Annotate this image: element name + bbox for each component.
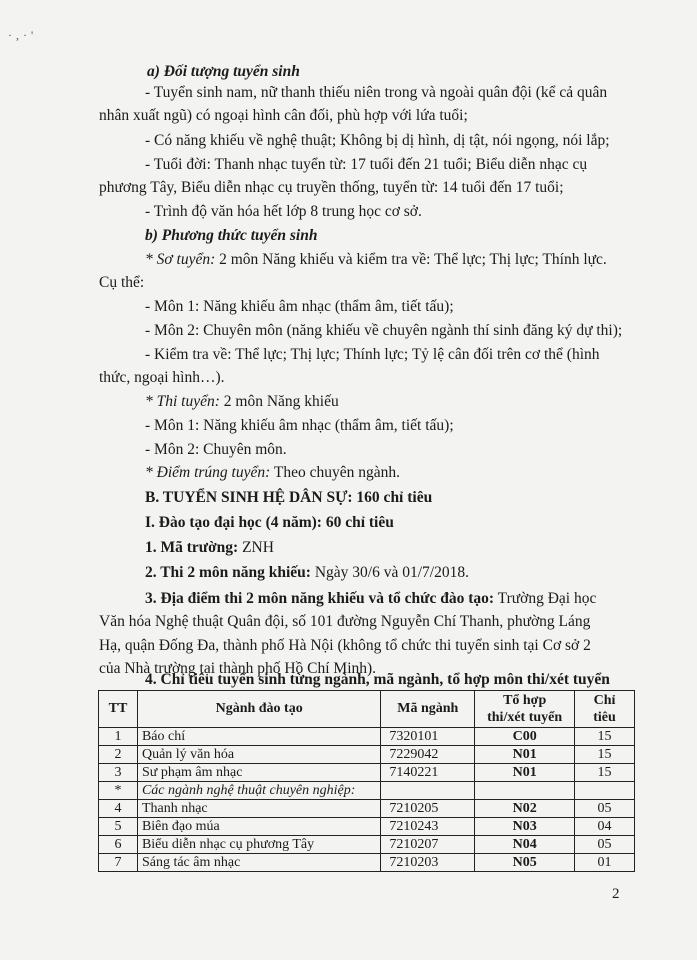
cell-chitieu: 01 bbox=[575, 854, 635, 872]
cell-tohop: N02 bbox=[475, 800, 575, 818]
item-2-text: Ngày 30/6 và 01/7/2018. bbox=[310, 564, 469, 581]
cell-ma: 7229042 bbox=[381, 746, 475, 764]
page-number: 2 bbox=[612, 886, 620, 902]
table-row bbox=[99, 800, 635, 818]
paragraph-line: thức, ngoại hình…). bbox=[99, 369, 225, 386]
cell-nganh: Sư phạm âm nhạc bbox=[137, 764, 380, 782]
cell-tohop: N04 bbox=[475, 836, 575, 854]
table-row bbox=[99, 746, 635, 764]
item-3-text: Trường Đại học bbox=[494, 590, 597, 607]
item-2 bbox=[145, 563, 469, 583]
cell-ma: 7140221 bbox=[381, 764, 475, 782]
section-B-heading: B. TUYỂN SINH HỆ DÂN SỰ: 160 chỉ tiêu bbox=[145, 489, 433, 506]
cell-ma: 7210243 bbox=[381, 818, 475, 836]
item-1-label: 1. Mã trường: bbox=[145, 539, 239, 556]
table-row bbox=[99, 818, 635, 836]
header-tohop-line1: Tổ hợp bbox=[503, 693, 547, 708]
header-nganh: Ngành đào tạo bbox=[137, 691, 380, 728]
header-chitieu-line1: Chỉ bbox=[593, 693, 616, 708]
item-3 bbox=[145, 589, 596, 609]
so-tuyen-text: 2 môn Năng khiếu và kiểm tra về: Thể lực; Thị lực; Thính lực. bbox=[215, 251, 607, 268]
diem-text: Theo chuyên ngành. bbox=[270, 464, 400, 481]
subsection-heading: I. Đào tạo đại học (4 năm): 60 chỉ tiêu bbox=[145, 514, 394, 531]
header-chitieu-line2: tiêu bbox=[593, 710, 616, 725]
table-header-row bbox=[99, 691, 635, 728]
paragraph-line: - Trình độ văn hóa hết lớp 8 trung học cơ sở. bbox=[145, 203, 422, 220]
cell-chitieu: 04 bbox=[575, 818, 635, 836]
paragraph-line: - Tuyển sinh nam, nữ thanh thiếu niên trong và ngoài quân đội (kể cả quân bbox=[145, 84, 608, 101]
table-row bbox=[99, 836, 635, 854]
table-row bbox=[99, 728, 635, 746]
cell-chitieu: 05 bbox=[575, 800, 635, 818]
cell-chitieu: 05 bbox=[575, 836, 635, 854]
cell-tt: 6 bbox=[99, 836, 138, 854]
diem-label: * Điểm trúng tuyển: bbox=[145, 464, 271, 481]
cell-tt: 7 bbox=[99, 854, 138, 872]
header-tt: TT bbox=[99, 691, 138, 728]
table-row bbox=[99, 854, 635, 872]
cell-nganh: Báo chí bbox=[137, 728, 380, 746]
section-a-heading: a) Đối tượng tuyển sinh bbox=[147, 63, 300, 80]
cell-chitieu: 15 bbox=[575, 764, 635, 782]
cell-tohop: N01 bbox=[475, 764, 575, 782]
item-1-text: ZNH bbox=[238, 539, 274, 556]
item-4-heading: 4. Chỉ tiêu tuyển sinh từng ngành, mã ngành, tổ hợp môn thi/xét tuyển bbox=[145, 671, 610, 688]
cell-ma: 7210205 bbox=[381, 800, 475, 818]
item-2-label: 2. Thi 2 môn năng khiếu: bbox=[145, 564, 311, 581]
paragraph-line: nhân xuất ngũ) có ngoại hình cân đối, phù hợp với lứa tuổi; bbox=[99, 107, 468, 124]
cell-tt: 1 bbox=[99, 728, 138, 746]
paragraph-line: - Môn 1: Năng khiếu âm nhạc (thẩm âm, tiết tấu); bbox=[145, 298, 454, 315]
cell-nganh: Biểu diễn nhạc cụ phương Tây bbox=[137, 836, 380, 854]
scan-marks: ·,·' bbox=[8, 28, 38, 42]
cell-chitieu: 15 bbox=[575, 728, 635, 746]
paragraph-line: - Môn 1: Năng khiếu âm nhạc (thẩm âm, tiết tấu); bbox=[145, 417, 454, 434]
table-row bbox=[99, 764, 635, 782]
header-chitieu bbox=[575, 691, 635, 728]
thi-tuyen-label: * Thi tuyển: bbox=[145, 393, 220, 410]
cell-tt: 3 bbox=[99, 764, 138, 782]
table-row bbox=[99, 782, 635, 800]
header-ma: Mã ngành bbox=[381, 691, 475, 728]
cell-tt: 4 bbox=[99, 800, 138, 818]
cell-tt: * bbox=[99, 782, 138, 800]
cell-tt: 2 bbox=[99, 746, 138, 764]
paragraph-line: Hạ, quận Đống Đa, thành phố Hà Nội (không tổ chức thi tuyển sinh tại Cơ sở 2 bbox=[99, 637, 591, 654]
paragraph-line: - Môn 2: Chuyên môn (năng khiếu về chuyên ngành thí sinh đăng ký dự thi); bbox=[145, 322, 623, 339]
cell-ma: 7320101 bbox=[381, 728, 475, 746]
paragraph-line: phương Tây, Biểu diễn nhạc cụ truyền thống, tuyển từ: 14 tuổi đến 17 tuổi; bbox=[99, 179, 564, 196]
quota-table bbox=[98, 690, 635, 872]
paragraph-line: Văn hóa Nghệ thuật Quân đội, số 101 đường Nguyễn Chí Thanh, phường Láng bbox=[99, 613, 591, 630]
header-tohop-line2: thi/xét tuyển bbox=[487, 710, 563, 725]
cell-chitieu bbox=[575, 782, 635, 800]
paragraph-line: - Có năng khiếu về nghệ thuật; Không bị dị hình, dị tật, nói ngọng, nói lắp; bbox=[145, 132, 610, 149]
cell-nganh: Các ngành nghệ thuật chuyên nghiệp: bbox=[137, 782, 380, 800]
cell-tohop bbox=[475, 782, 575, 800]
cell-nganh: Thanh nhạc bbox=[137, 800, 380, 818]
thi-tuyen-line bbox=[145, 392, 339, 412]
so-tuyen-line bbox=[145, 250, 607, 270]
thi-tuyen-text: 2 môn Năng khiếu bbox=[219, 393, 339, 410]
section-b-heading: b) Phương thức tuyển sinh bbox=[145, 227, 318, 244]
item-1 bbox=[145, 538, 274, 558]
cell-nganh: Biên đạo múa bbox=[137, 818, 380, 836]
cell-chitieu: 15 bbox=[575, 746, 635, 764]
cell-ma bbox=[381, 782, 475, 800]
cell-tt: 5 bbox=[99, 818, 138, 836]
paragraph-line: Cụ thể: bbox=[99, 274, 145, 291]
cell-ma: 7210207 bbox=[381, 836, 475, 854]
paragraph-line: - Kiểm tra về: Thể lực; Thị lực; Thính lực; Tỷ lệ cân đối trên cơ thể (hình bbox=[145, 346, 600, 363]
cell-tohop: N05 bbox=[475, 854, 575, 872]
paragraph-line: - Tuổi đời: Thanh nhạc tuyển từ: 17 tuổi đến 21 tuổi; Biểu diễn nhạc cụ bbox=[145, 156, 588, 173]
item-3-label: 3. Địa điểm thi 2 môn năng khiếu và tổ chức đào tạo: bbox=[145, 590, 495, 607]
cell-ma: 7210203 bbox=[381, 854, 475, 872]
paragraph-line: - Môn 2: Chuyên môn. bbox=[145, 441, 287, 458]
cell-tohop: N03 bbox=[475, 818, 575, 836]
paragraph-line: của Nhà trường tại thành phố Hồ Chí Minh). bbox=[99, 660, 377, 677]
cell-nganh: Sáng tác âm nhạc bbox=[137, 854, 380, 872]
header-tohop bbox=[475, 691, 575, 728]
so-tuyen-label: * Sơ tuyển: bbox=[145, 251, 216, 268]
diem-line bbox=[145, 463, 400, 483]
cell-tohop: C00 bbox=[475, 728, 575, 746]
cell-nganh: Quản lý văn hóa bbox=[137, 746, 380, 764]
cell-tohop: N01 bbox=[475, 746, 575, 764]
